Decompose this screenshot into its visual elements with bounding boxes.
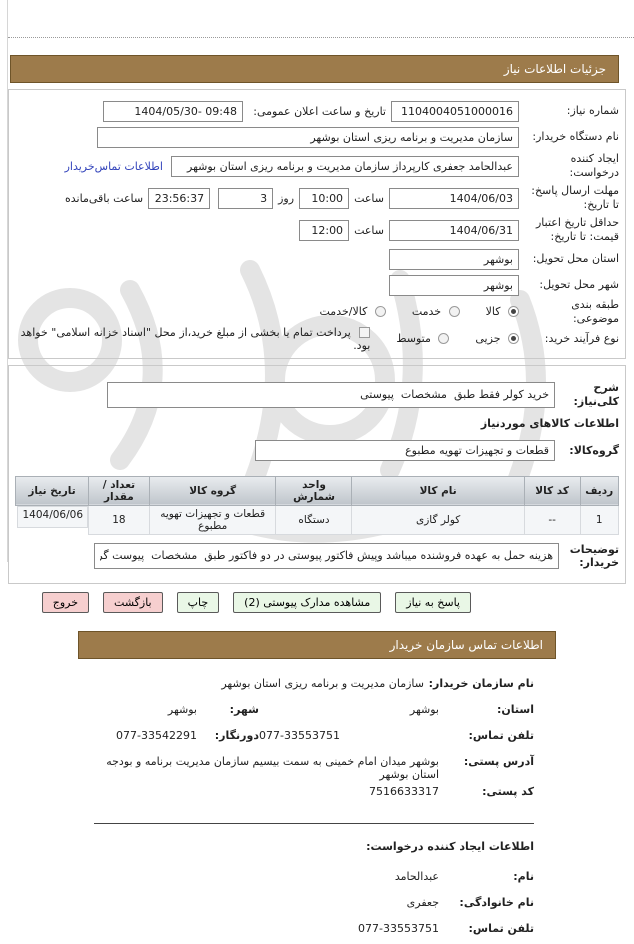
price-validity-time-field[interactable]: [299, 220, 349, 241]
postal-address-row: [89, 751, 534, 781]
creator-phone-label: تلفن تماس:: [468, 921, 534, 935]
process-option-minor[interactable]: [475, 332, 519, 345]
creator-name-label: نام:: [513, 869, 534, 883]
buyer-contact-header: اطلاعات تماس سازمان خریدار: [78, 631, 556, 659]
province-value: بوشهر: [409, 702, 439, 716]
delivery-city-label: شهر محل تحویل:: [539, 278, 619, 292]
postal-address-label: آدرس پستی:: [463, 754, 534, 768]
creator-phone-row: [89, 918, 534, 944]
cell-item-code: --: [524, 505, 580, 534]
fax-label: دورنگار:: [214, 728, 259, 742]
creator-family-row: [89, 892, 534, 918]
request-creator-row: [15, 150, 619, 182]
col-unit: واحد شمارش: [276, 476, 352, 505]
cell-row-number: 1: [580, 505, 619, 534]
request-creator-field[interactable]: [171, 156, 519, 177]
treasury-checkbox-group[interactable]: [15, 326, 370, 352]
view-attachments-button[interactable]: مشاهده مدارک پیوستی (2): [233, 592, 381, 613]
buyer-contact-link[interactable]: اطلاعات تماس‌خریدار: [64, 159, 163, 173]
reply-deadline-label: مهلت ارسال پاسخ: تا تاریخ:: [531, 184, 619, 211]
need-description-row: [15, 378, 619, 412]
reply-deadline-row: [15, 182, 619, 214]
goods-table-row[interactable]: [16, 505, 619, 534]
radio-unselected-icon[interactable]: [438, 333, 449, 344]
goods-group-field[interactable]: [255, 440, 555, 461]
need-number-label: شماره نیاز:: [566, 104, 619, 118]
delivery-province-field[interactable]: [389, 249, 519, 270]
classification-option-goods-service-label: کالا/خدمت: [319, 305, 368, 319]
cell-need-date: 1404/06/06: [17, 506, 88, 528]
goods-group-row: [15, 436, 619, 466]
process-option-minor-label: جزیی: [475, 332, 501, 345]
process-option-medium-label: متوسط: [396, 332, 431, 345]
buyer-notes-row: [15, 543, 619, 577]
reply-hour-label: ساعت: [354, 191, 384, 205]
cell-unit: دستگاه: [276, 505, 352, 534]
buyer-org-field[interactable]: [97, 127, 519, 148]
classification-option-goods-service[interactable]: [320, 305, 386, 318]
postal-code-label: کد پستی:: [482, 784, 534, 798]
org-name-value: سازمان مدیریت و برنامه ریزی استان بوشهر: [221, 676, 424, 690]
action-buttons: [0, 592, 626, 613]
creator-info-title: اطلاعات ایجاد کننده درخواست:: [366, 839, 534, 853]
classification-label: طبقه بندی موضوعی:: [571, 298, 619, 325]
need-number-row: [15, 98, 619, 124]
city-value: بوشهر: [167, 702, 197, 716]
goods-info-title: اطلاعات کالاهای موردنیاز: [480, 417, 619, 430]
announce-datetime-label: تاریخ و ساعت اعلان عمومی:: [253, 104, 386, 118]
need-description-field[interactable]: [107, 382, 555, 408]
creator-name-value: عبدالحامد: [394, 869, 439, 883]
buyer-org-row: [15, 124, 619, 150]
cell-item-group: قطعات و تجهیزات تهویه مطبوع: [149, 505, 276, 534]
delivery-city-row: [15, 272, 619, 298]
days-label: روز: [278, 191, 295, 205]
col-item-code: کد کالا: [524, 476, 580, 505]
buyer-contact-section: [89, 673, 534, 944]
process-type-label: نوع فرآیند خرید:: [544, 331, 619, 345]
price-validity-row: [15, 214, 619, 246]
fax-value: 077-33542291: [116, 728, 197, 742]
cell-quantity: 18: [89, 505, 150, 534]
price-validity-label: حداقل تاریخ اعتبار قیمت: تا تاریخ:: [535, 216, 619, 243]
radio-unselected-icon[interactable]: [375, 306, 386, 317]
validity-hour-label: ساعت: [354, 223, 384, 237]
org-name-label: نام سازمان خریدار:: [428, 676, 534, 690]
days-remaining-field[interactable]: [218, 188, 273, 209]
col-item-group: گروه کالا: [149, 476, 276, 505]
treasury-checkbox-label: پرداخت تمام یا بخشی از مبلغ خرید،از محل "اسناد خزانه اسلامی" خواهد بود.: [20, 325, 371, 352]
creator-phone-value: 077-33553751: [358, 921, 439, 935]
buyer-notes-field[interactable]: [94, 543, 559, 569]
need-details-header: جزئیات اطلاعات نیاز: [10, 55, 619, 83]
buyer-org-label: نام دستگاه خریدار:: [532, 130, 619, 144]
section-divider: [94, 823, 534, 824]
creator-name-row: [89, 866, 534, 892]
col-item-name: نام کالا: [352, 476, 524, 505]
radio-selected-icon[interactable]: [508, 333, 519, 344]
contact-phone-value: 077-33553751: [259, 728, 340, 742]
radio-unselected-icon[interactable]: [449, 306, 460, 317]
buyer-notes-label: توضیحات خریدار:: [569, 542, 619, 570]
need-description-label: شرح کلی‌نیاز:: [573, 380, 619, 408]
print-button[interactable]: چاپ: [177, 592, 220, 613]
back-button[interactable]: بازگشت: [103, 592, 163, 613]
checkbox-unchecked-icon[interactable]: [359, 327, 370, 338]
creator-family-value: جعفری: [406, 895, 439, 909]
city-label: شهر:: [229, 702, 259, 716]
delivery-province-label: استان محل تحویل:: [532, 252, 619, 266]
reply-deadline-time-field[interactable]: [299, 188, 349, 209]
price-validity-date-field[interactable]: [389, 220, 519, 241]
reply-deadline-date-field[interactable]: [389, 188, 519, 209]
classification-option-service[interactable]: [412, 305, 460, 318]
process-option-medium[interactable]: [396, 332, 449, 345]
cell-item-name: کولر گازی: [352, 505, 524, 534]
province-label: استان:: [497, 702, 534, 716]
announce-datetime-field[interactable]: [103, 101, 243, 122]
goods-table: [15, 476, 619, 535]
postal-code-row: [89, 781, 534, 807]
classification-option-service-label: خدمت: [411, 305, 442, 319]
need-details-panel: [8, 89, 626, 359]
col-need-date: تاریخ نیاز: [16, 476, 89, 505]
province-city-row: [89, 699, 534, 725]
process-type-row: [15, 326, 619, 352]
goods-table-header-row: [16, 476, 619, 505]
delivery-province-row: [15, 246, 619, 272]
radio-selected-icon[interactable]: [508, 306, 519, 317]
exit-button[interactable]: خروج: [42, 592, 89, 613]
phone-fax-row: [89, 725, 534, 751]
contact-phone-label: تلفن تماس:: [468, 728, 534, 742]
need-number-field[interactable]: [391, 101, 519, 122]
col-quantity: تعداد / مقدار: [89, 476, 150, 505]
time-remaining-label: ساعت باقی‌مانده: [65, 191, 144, 205]
request-creator-label: ایجاد کننده درخواست:: [569, 152, 619, 179]
goods-group-label: گروه‌کالا:: [569, 443, 619, 457]
col-row-number: ردیف: [580, 476, 619, 505]
postal-address-value: بوشهر میدان امام خمینی به سمت بیسیم سازمان مدیریت برنامه و بودجه استان بوشهر: [106, 754, 439, 781]
respond-to-need-button[interactable]: پاسخ به نیاز: [395, 592, 471, 613]
goods-panel: [8, 365, 626, 584]
time-remaining-field[interactable]: [148, 188, 210, 209]
postal-code-value: 7516633317: [369, 784, 439, 798]
classification-option-goods-label: کالا: [485, 305, 501, 319]
classification-row: [15, 298, 619, 326]
org-name-row: [89, 673, 534, 699]
delivery-city-field[interactable]: [389, 275, 519, 296]
classification-option-goods[interactable]: [486, 305, 519, 318]
creator-family-label: نام خانوادگی:: [459, 895, 534, 909]
